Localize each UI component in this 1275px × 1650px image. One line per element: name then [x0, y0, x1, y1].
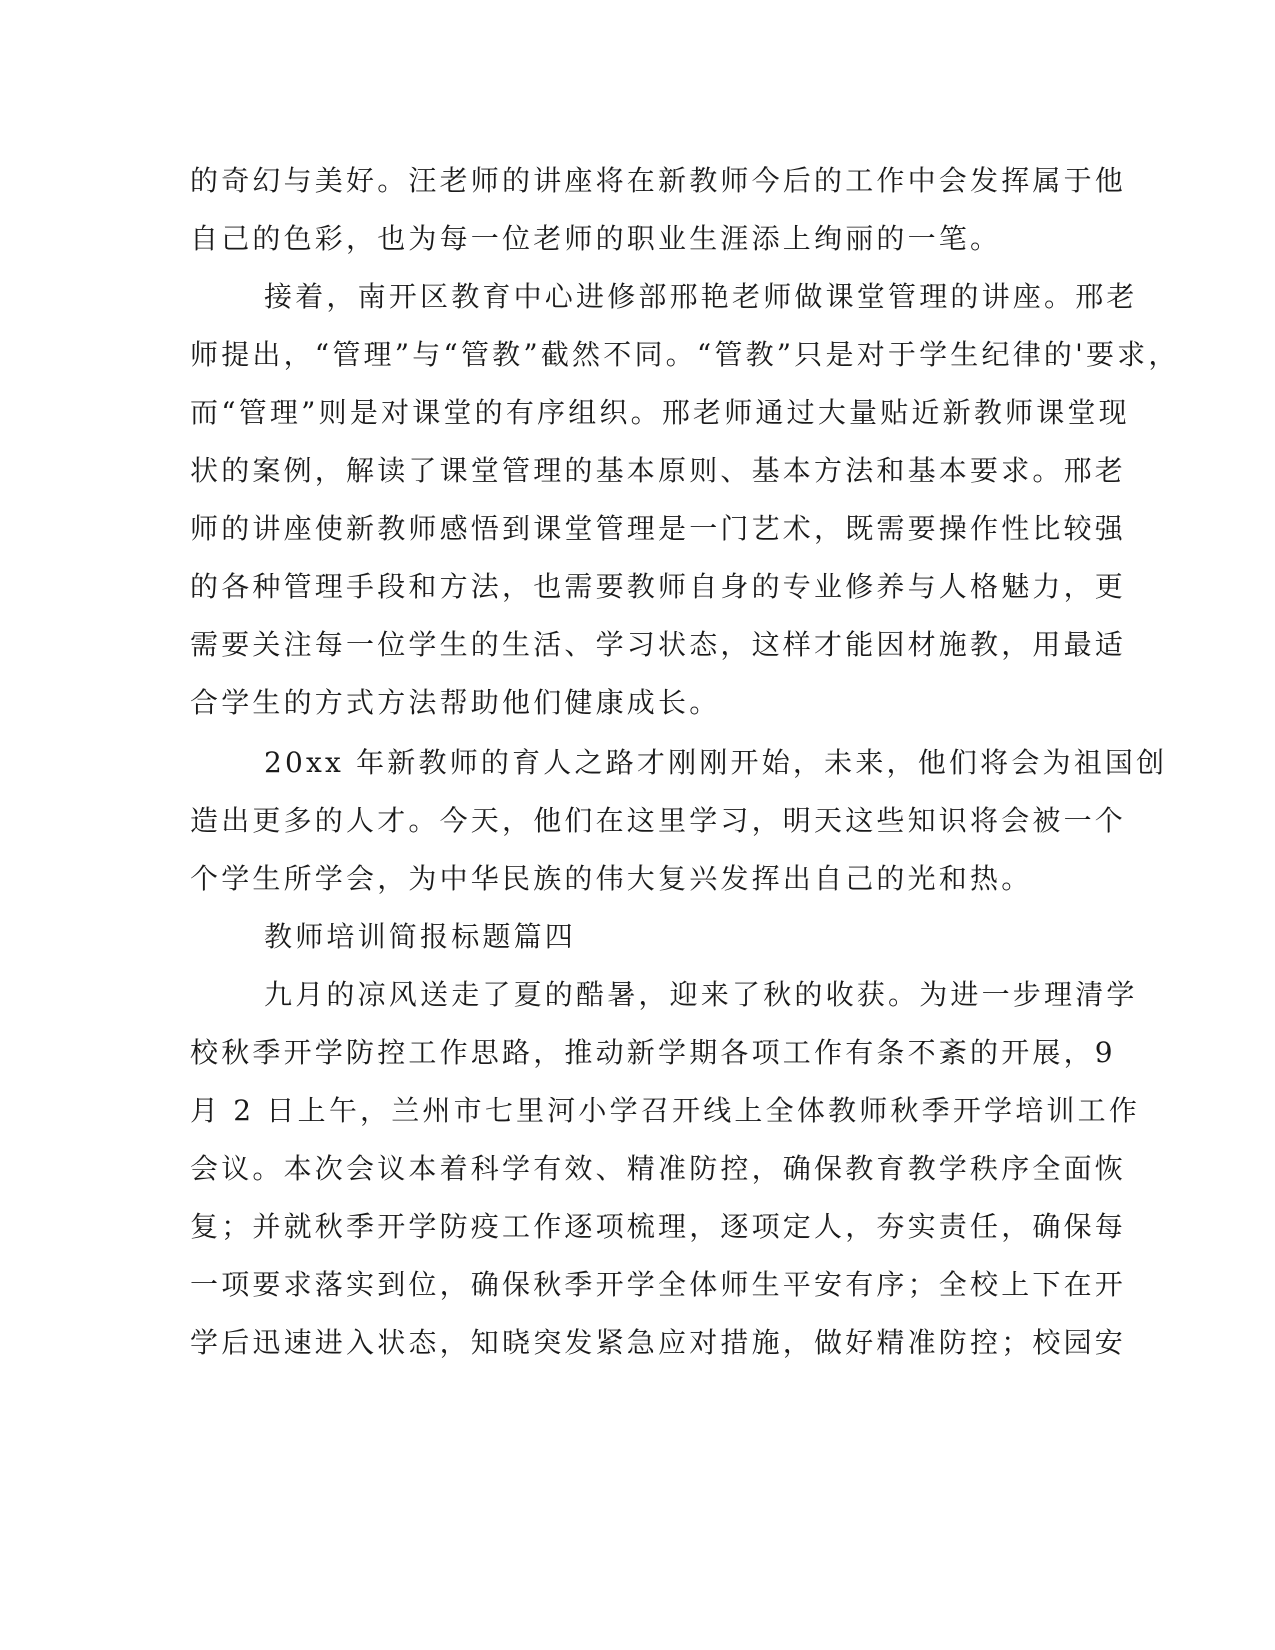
- paragraph-2-line-1: 接着，南开区教育中心进修部邢艳老师做课堂管理的讲座。邢老: [264, 280, 1138, 313]
- paragraph-4-line-4: 会议。本次会议本着科学有效、精准防控，确保教育教学秩序全面恢: [190, 1152, 1127, 1185]
- paragraph-3-line-2: 造出更多的人才。今天，他们在这里学习，明天这些知识将会被一个: [190, 804, 1127, 837]
- paragraph-2-line-5: 师的讲座使新教师感悟到课堂管理是一门艺术，既需要操作性比较强: [190, 512, 1127, 545]
- paragraph-4-line-7: 学后迅速进入状态，知晓突发紧急应对措施，做好精准防控；校园安: [190, 1326, 1127, 1359]
- paragraph-4-line-1: 九月的凉风送走了夏的酷暑，迎来了秋的收获。为进一步理清学: [264, 978, 1138, 1011]
- paragraph-2-line-6: 的各种管理手段和方法，也需要教师自身的专业修养与人格魅力，更: [190, 570, 1127, 603]
- paragraph-3-line-1: 20xx 年新教师的育人之路才刚刚开始，未来，他们将会为祖国创: [264, 746, 1168, 779]
- paragraph-2-line-3: 而“管理”则是对课堂的有序组织。邢老师通过大量贴近新教师课堂现: [190, 396, 1130, 429]
- paragraph-4-line-2: 校秋季开学防控工作思路，推动新学期各项工作有条不紊的开展，9: [190, 1036, 1116, 1069]
- paragraph-4-line-6: 一项要求落实到位，确保秋季开学全体师生平安有序；全校上下在开: [190, 1268, 1127, 1301]
- paragraph-4-line-3: 月 2 日上午，兰州市七里河小学召开线上全体教师秋季开学培训工作: [190, 1094, 1141, 1127]
- paragraph-4-line-5: 复；并就秋季开学防疫工作逐项梳理，逐项定人，夯实责任，确保每: [190, 1210, 1127, 1243]
- paragraph-1-line-2: 自己的色彩，也为每一位老师的职业生涯添上绚丽的一笔。: [190, 222, 1002, 255]
- paragraph-2-line-2: 师提出，“管理”与“管教”截然不同。“管教”只是对于学生纪律的'要求，: [190, 338, 1180, 371]
- paragraph-3-line-3: 个学生所学会，为中华民族的伟大复兴发挥出自己的光和热。: [190, 862, 1033, 895]
- paragraph-2-line-8: 合学生的方式方法帮助他们健康成长。: [190, 686, 721, 719]
- section-heading: 教师培训简报标题篇四: [264, 920, 577, 953]
- paragraph-2-line-4: 状的案例，解读了课堂管理的基本原则、基本方法和基本要求。邢老: [190, 454, 1127, 487]
- paragraph-2-line-7: 需要关注每一位学生的生活、学习状态，这样才能因材施教，用最适: [190, 628, 1127, 661]
- paragraph-1-line-1: 的奇幻与美好。汪老师的讲座将在新教师今后的工作中会发挥属于他: [190, 164, 1127, 197]
